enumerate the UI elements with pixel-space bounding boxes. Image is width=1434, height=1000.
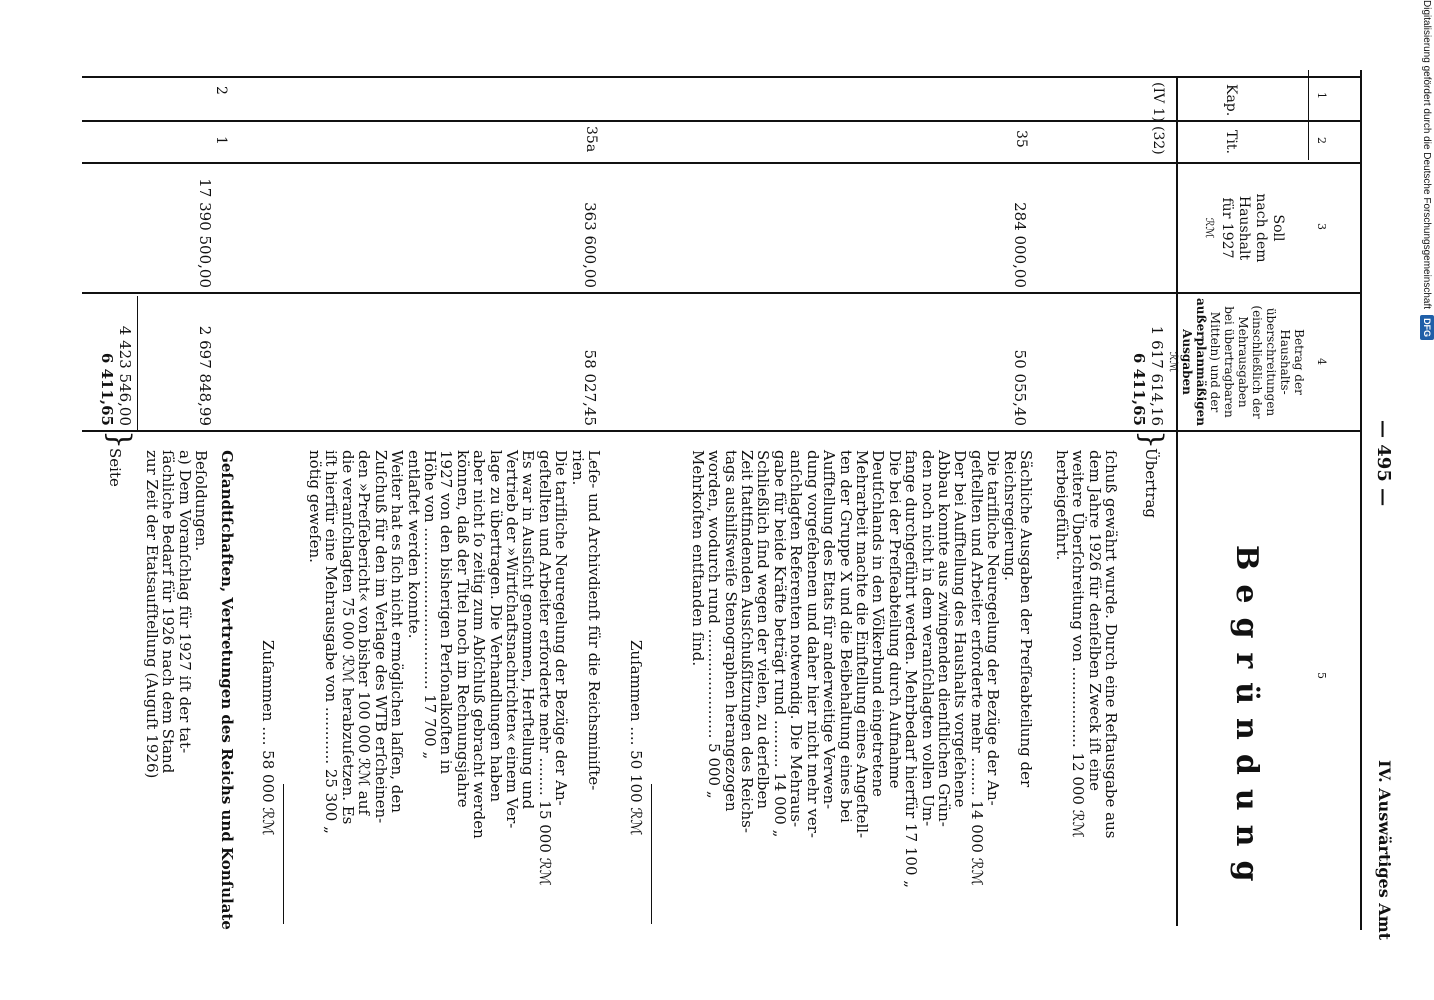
amount-1: 2 697 848,99 bbox=[196, 325, 214, 426]
column-divider-3 bbox=[82, 292, 1362, 294]
uebertrag-label: Übertrag bbox=[1142, 448, 1160, 519]
row-tit-first: (32) bbox=[1150, 126, 1166, 155]
amount-35: 50 055,40 bbox=[1011, 349, 1029, 426]
header-kap: Kap. bbox=[1223, 84, 1239, 117]
column-number-line bbox=[1308, 70, 1309, 160]
row-tit-35: 35 bbox=[1013, 130, 1029, 148]
header-separator bbox=[1176, 76, 1178, 926]
row-tit-1: 1 bbox=[213, 136, 229, 145]
amount-first: 1 617 614,16 bbox=[1148, 325, 1166, 426]
header-betrag: Betrag der Haushalts- überschreitungen (einschließlich der Mehrausgaben bei übertragbaren Mitteln) und der außerplanmäßigen Ausgaben ℛℳ bbox=[1167, 298, 1306, 426]
page-number: — 495 — bbox=[1373, 420, 1394, 507]
seite-label: Seite bbox=[106, 448, 124, 487]
header-tit: Tit. bbox=[1223, 130, 1239, 154]
zusammen-35: Zuſammen .... 50 100 ℛℳ bbox=[627, 640, 645, 836]
total-line bbox=[137, 296, 138, 430]
sum-line-35a bbox=[283, 784, 284, 924]
row-tit-35a: 35a bbox=[583, 126, 599, 153]
column-number-4: 4 bbox=[1315, 358, 1328, 365]
amount-35a: 58 027,45 bbox=[581, 349, 599, 426]
text-35a: Leſe- und Archivdienſt für die Reichsminiſte- rien. Die tarifliche Neuregelung der Bezüge der An- geſtellten und Arbeiter erforderte mehr ........ 15 000 ℛℳ Es war in Ausſicht genommen, Herſtellung und Vertrieb der »Wirtſchaftsnachrichten« einem Ver- lage zu übertragen. Die Verhandlungen haben aber nicht ſo zeitig zum Abſchluß gebracht werden können, daß der Titel noch im Rechnungsjahre 1927 von den bisherigen Perſonalkoſten in Höhe von .................................. 17 700 „ entlaſtet werden konnte. Weiter hat es ſich nicht ermöglichen laſſen, den Zuſchuß für den im Verlage des WTB erſcheinen- den »Preſſebericht« von bisher 100 000 ℛℳ auf die veranſchlagten 75 000 ℛℳ herabzuſetzen. Es iſt hierfür eine Mehrausgabe von ............ 25 300 „ nötig geweſen. bbox=[306, 450, 603, 886]
credit-strip bbox=[1420, 0, 1434, 1000]
row-kap-first: (IV 1) bbox=[1150, 82, 1166, 122]
header-soll: Soll nach dem Haushalt für 1927 ℛℳ bbox=[1203, 193, 1286, 263]
text-35: Sächliche Ausgaben der Preſſeabteilung der Reichsregierung. Die tarifliche Neuregelung der Bezüge der An- geſtellten und Arbeiter erforderte mehr ........ 14 000 ℛℳ Der bei Aufſtellung des Haushalts vorgeſehene Abbau konnte aus zwingenden dienſtlichen Grün- den noch nicht in dem veranſchlagten vollen Um- fange durchgeführt werden. Mehrbedarf hierfür 17 100 „ Die bei der Preſſeabteilung durch Aufnahme Deutſchlands in den Völkerbund eingetretene Mehrarbeit machte die Einſtellung eines Angeſtell- ten der Gruppe X und die Beibehaltung eines bei Aufſtellung des Etats für anderweitige Verwen- dung vorgeſehenen und daher hier nicht mehr ver- anſchlagten Referenten notwendig. Die Mehraus- gabe für beide Kräfte beträgt rund .......... 14 000 „ Schließlich ſind wegen der vielen, zu derſelben Zeit ſtattfindenden Ausſchußſitzungen des Reichs- tags aushilfsweiſe Stenographen herangezogen worden, wodurch rund ....................... 5 000 „ Mehrkoſten entſtanden ſind. bbox=[688, 450, 1035, 889]
column-divider-4 bbox=[82, 430, 1362, 432]
dfg-logo-icon: DFG bbox=[1420, 315, 1434, 340]
soll-35: 284 000,00 bbox=[1011, 202, 1029, 288]
brace-first: } bbox=[1134, 430, 1169, 450]
column-divider-2 bbox=[82, 162, 1362, 164]
column-number-2: 2 bbox=[1315, 137, 1328, 144]
column-number-3: 3 bbox=[1315, 223, 1328, 230]
amount-first-sub: 6 411,65 bbox=[1130, 352, 1148, 426]
section-heading: Geſandtſchaften, Vertretungen des Reichs und Konſulate bbox=[218, 450, 236, 930]
text-1: Beſoldungen. a) Dem Voranſchlag für 1927 iſt der tat- ſächliche Bedarf für 1926 nach dem Stand zur Zeit der Etatsaufſtellung (Auguſt 1926) bbox=[142, 450, 210, 779]
soll-1: 17 390 500,00 bbox=[196, 178, 214, 288]
table-top-border bbox=[1360, 70, 1362, 930]
column-number-5: 5 bbox=[1315, 672, 1328, 679]
section-title: IV. Auswärtiges Amt bbox=[1375, 760, 1394, 941]
credit-text: Digitalisierung gefördert durch die Deutsche Forschungsgemeinschaft bbox=[1421, 0, 1432, 310]
zusammen-35a: Zuſammen .... 58 000 ℛℳ bbox=[259, 640, 277, 836]
row-kap-2: 2 bbox=[213, 86, 229, 95]
text-first: ſchuß gewährt wurde. Durch eine Reſtausgabe aus dem Jahre 1926 für denſelben Zweck iſt eine weitere Überſchreitung von ................. 12 000 ℛℳ herbeigeführt. bbox=[1052, 450, 1120, 839]
header-begruendung: Begründung bbox=[1229, 545, 1264, 896]
soll-35a: 363 600,00 bbox=[581, 202, 599, 288]
total-sub: 6 411,65 bbox=[98, 352, 116, 426]
column-number-1: 1 bbox=[1315, 92, 1328, 99]
column-divider-1 bbox=[82, 120, 1362, 122]
sum-line-35 bbox=[651, 784, 652, 924]
table-left-border bbox=[82, 76, 1362, 78]
total-amount: 4 423 546,00 bbox=[116, 325, 134, 426]
brace-seite: } bbox=[102, 430, 137, 450]
